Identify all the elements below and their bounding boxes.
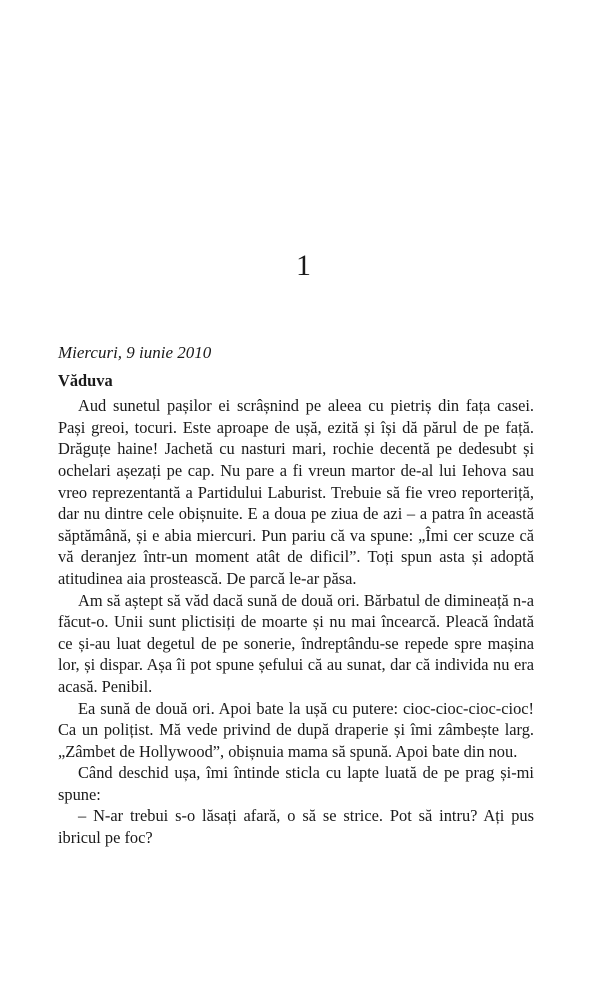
paragraph: Când deschid ușa, îmi întinde sticla cu lapte luată de pe prag și-mi spune: (58, 763, 534, 804)
dialogue-line: – N-ar trebui s-o lăsați afară, o să se strice. Pot să intru? Ați pus ibricul pe foc? (58, 806, 534, 848)
section-title: Văduva (58, 370, 113, 390)
chapter-text (58, 342, 534, 849)
paragraph: Aud sunetul pașilor ei scrâșnind pe aleea cu pietriș din fața casei. Pași greoi, tocuri. Este aproape de ușă, ezită și își dă părul de pe față. Drăguțe haine! Jachetă cu nasturi mari, rochie decentă pe dedesubt și ochelari așezați pe cap. Nu pare a fi vreun martor de-al lui Iehova sau vreo reprezentantă a Partidului Laburist. Trebuie să fie vreo reporteriță, dar nu dintre cele obișnuite. E a doua pe ziua de azi – a patra în această săptămână, și e abia miercuri. Pun pariu că va spune: „Îmi cer scuze că vă deranjez într-un moment atât de dificil”. Toți spun asta și adoptă atitudinea aia prostească. De parcă le-ar păsa. (58, 396, 534, 588)
paragraph: Ea sună de două ori. Apoi bate la ușă cu putere: cioc-cioc-cioc-cioc! Ca un polițist. Mă vede privind de după draperie și îmi zâmbește larg. „Zâmbet de Hollywood”, obișnuia mama să spună. Apoi bate din nou. (58, 698, 534, 761)
entry-date: Miercuri, 9 iunie 2010 (58, 343, 212, 362)
paragraph: Am să aștept să văd dacă sună de două ori. Bărbatul de dimineață n-a făcut-o. Unii sunt plictisiți de moarte și nu mai încearcă. Pleacă îndată ce și-au luat degetul de pe sonerie, îndreptându-se repede spre mașina lor, și dispar. Așa îi pot spune șefului că au sunat, dar că individa nu era acasă. Penibil. (58, 590, 534, 696)
chapter-number: 1 (296, 249, 311, 282)
